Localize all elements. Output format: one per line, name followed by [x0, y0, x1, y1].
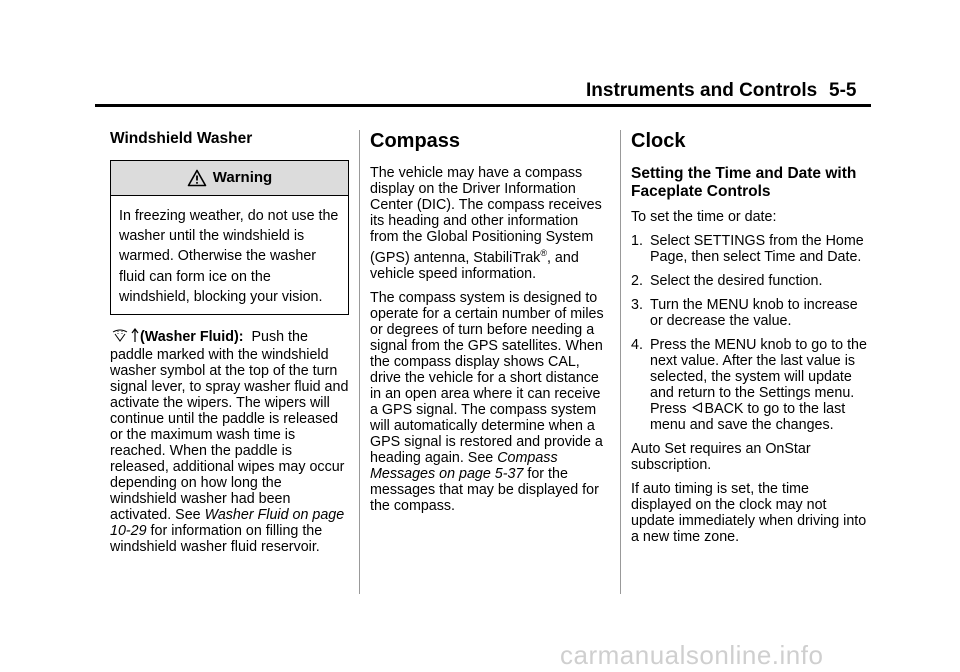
column-compass — [370, 130, 610, 522]
warning-icon — [187, 169, 207, 187]
compass-text-1a: The vehicle may have a compass display on the Driver Information Center (DIC). The compass receives its heading and other information from the Global Positioning System (GPS) antenna, StabiliTrak — [370, 165, 602, 266]
header-rule — [95, 104, 871, 107]
page-number: 5-5 — [829, 80, 857, 101]
column-clock — [631, 130, 871, 553]
washer-fluid-icon — [110, 327, 140, 347]
list-item — [631, 297, 871, 329]
clock-paragraph-1: Auto Set requires an OnStar subscription. — [631, 441, 811, 473]
registered-mark: ® — [540, 248, 547, 258]
step-text: BACK to go to the last menu and save the changes. — [650, 401, 846, 433]
warning-title: Warning — [212, 169, 273, 186]
clock-heading: Clock — [631, 130, 686, 152]
clock-intro: To set the time or date: — [631, 209, 777, 225]
clock-paragraph-2: If auto timing is set, the time displayed on the clock may not update immediately when driving into a new time zone. — [631, 481, 867, 545]
step-number: 1. — [631, 233, 643, 249]
step-text: Turn the MENU knob to increase or decrease the value. — [650, 297, 858, 329]
section-title: Instruments and Controls — [586, 80, 818, 101]
back-icon — [692, 401, 703, 417]
step-text: Select SETTINGS from the Home Page, then select Time and Date. — [650, 233, 864, 265]
compass-text-2a: The compass system is designed to operate for a certain number of miles or degrees of turn before needing a signal from the GPS satellites. When the compass display shows CAL, drive the vehicle for a short distance in an open area where it can receive a GPS signal. The compass system will automatically determine when a GPS signal is restored and provide a heading again. See — [370, 289, 604, 466]
washer-paragraph — [110, 327, 350, 555]
warning-box — [110, 160, 349, 315]
compass-paragraph-2 — [370, 290, 610, 514]
step-number: 4. — [631, 337, 643, 353]
step-number: 3. — [631, 297, 643, 313]
list-item — [631, 233, 871, 265]
list-item — [631, 273, 871, 289]
washer-text-2: for information on filling the windshield washer fluid reservoir. — [110, 523, 323, 556]
section-heading: Windshield Washer — [110, 130, 253, 147]
watermark: carmanualsonline.info — [560, 640, 824, 670]
clock-steps-list — [631, 233, 871, 433]
step-text: Select the desired function. — [650, 273, 823, 289]
column-windshield-washer — [110, 130, 350, 563]
list-item — [631, 337, 871, 433]
step-text: Press the MENU knob to go to the next value. After the last value is selected, the system will update and return to the Settings menu. Press — [650, 337, 867, 417]
compass-text-1b: , and vehicle speed information. — [370, 249, 579, 282]
washer-fluid-label: (Washer Fluid): — [140, 329, 244, 346]
warning-text: In freezing weather, do not use the washer until the windshield is warmed. Otherwise the washer fluid can form ice on the windshield, blocking your vision. — [119, 208, 339, 305]
compass-paragraph-1 — [370, 165, 610, 282]
washer-fluid-reference[interactable]: Washer Fluid on page 10-29 — [110, 507, 345, 540]
warning-header — [111, 161, 348, 196]
washer-text-1: Push the paddle marked with the windshield washer symbol at the top of the turn signal lever, to spray washer fluid and activate the wipers. The wipers will continue until the paddle is released or the maximum wash time is reached. When the paddle is released, additional wipes may occur depending on how long the windshield washer had been activated. See — [110, 329, 349, 524]
clock-subheading: Setting the Time and Date with Faceplate Controls — [631, 165, 857, 200]
compass-text-2b: for the messages that may be displayed for the compass. — [370, 465, 599, 514]
column-divider — [359, 130, 360, 594]
compass-heading: Compass — [370, 130, 461, 152]
compass-messages-reference[interactable]: Compass Messages on page 5-37 — [370, 449, 558, 482]
step-number: 2. — [631, 273, 643, 289]
column-divider — [620, 130, 621, 594]
